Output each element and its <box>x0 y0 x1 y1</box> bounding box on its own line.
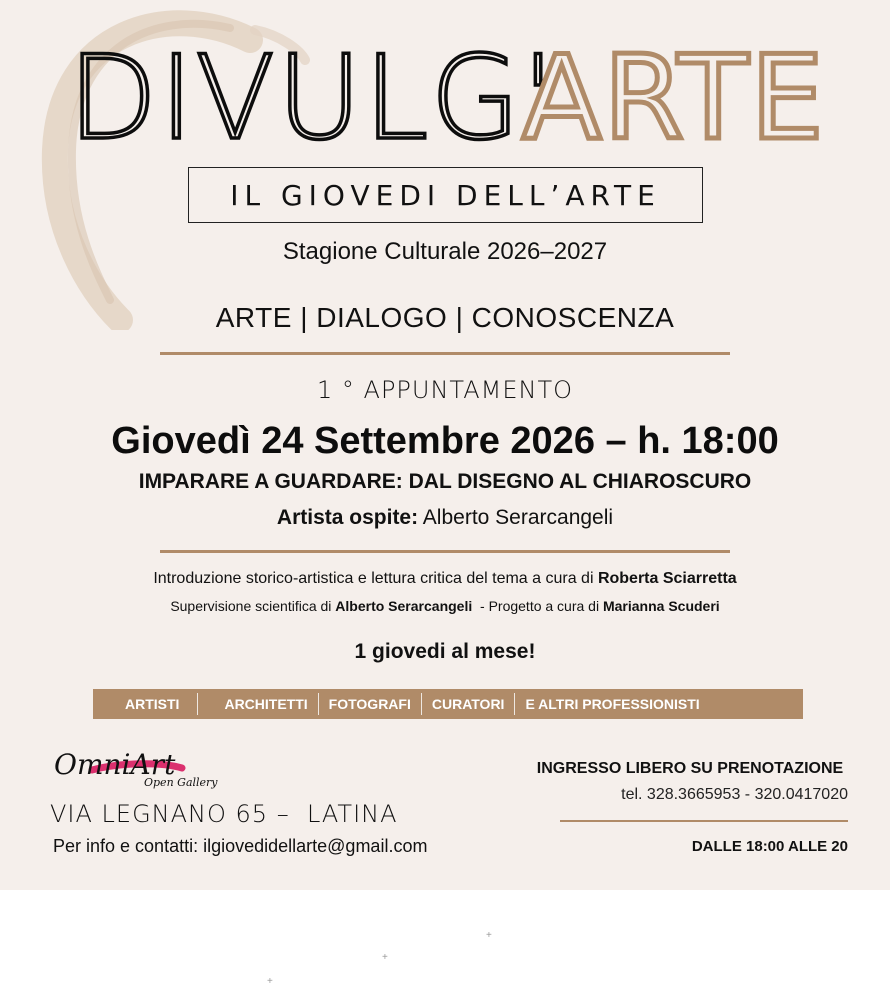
intro-name: Roberta Sciarretta <box>597 570 737 587</box>
divider-booking <box>560 820 848 822</box>
audience-bar <box>93 689 803 719</box>
main-title-graphic <box>60 30 840 160</box>
audience-item: ARCHITETTI <box>224 696 308 712</box>
title-dark: DIVULG' <box>68 31 557 160</box>
audience-item: CURATORI <box>431 696 505 712</box>
guest-name: Alberto Serarcangeli <box>422 506 614 529</box>
logo-main: OmniArt <box>54 748 176 781</box>
speck: + <box>267 976 273 987</box>
audience-item: E ALTRI PROFESSIONISTI <box>525 696 700 712</box>
audience-separator <box>318 693 319 715</box>
contact-info: Per info e contatti: ilgiovedidellarte@gmail.com <box>53 836 428 856</box>
supervision-credit <box>0 598 890 614</box>
guest-label: Artista ospite: <box>276 506 419 529</box>
speck: + <box>382 952 388 963</box>
subtitle: IL GIOVEDI DELL’ARTE <box>230 178 661 212</box>
intro-text: Introduzione storico-artistica e lettura critica del tema a cura di <box>153 570 598 587</box>
venue-address: VIA LEGNANO 65 – LATINA <box>50 800 398 828</box>
super-text: Supervisione scientifica di <box>170 598 336 614</box>
divider-top <box>160 352 730 355</box>
super-name: Alberto Serarcangeli <box>335 598 473 614</box>
omniart-logo <box>52 740 252 790</box>
event-date: Giovedì 24 Settembre 2026 – h. 18:00 <box>111 420 779 462</box>
audience-item: FOTOGRAFI <box>328 696 411 712</box>
divider-middle <box>160 550 730 553</box>
main-title <box>60 30 840 160</box>
event-theme: IMPARARE A GUARDARE: DAL DISEGNO AL CHIAROSCURO <box>138 470 752 493</box>
monthly-frequency: 1 giovedi al mese! <box>354 640 536 663</box>
appointment-number: 1 ° APPUNTAMENTO <box>317 376 573 404</box>
season-text: Stagione Culturale 2026–2027 <box>282 238 608 265</box>
logo-sub: Open Gallery <box>144 776 218 789</box>
subtitle-box <box>188 167 703 223</box>
guest-artist <box>0 506 890 530</box>
project-name: Marianna Scuderi <box>602 598 720 614</box>
title-accent: ARTE <box>522 31 826 160</box>
phone-numbers: tel. 328.3665953 - 320.0417020 <box>621 786 848 803</box>
project-text: - Progetto a cura di <box>472 598 603 614</box>
audience-separator <box>421 693 422 715</box>
speck: + <box>486 930 492 941</box>
intro-credit <box>0 570 890 588</box>
audience-separator <box>197 693 198 715</box>
audience-separator <box>514 693 515 715</box>
audience-item: ARTISTI <box>125 696 180 712</box>
event-hours: DALLE 18:00 ALLE 20 <box>691 838 848 855</box>
motto-text: ARTE | DIALOGO | CONOSCENZA <box>215 302 675 333</box>
free-entry: INGRESSO LIBERO SU PRENOTAZIONE <box>536 760 844 777</box>
